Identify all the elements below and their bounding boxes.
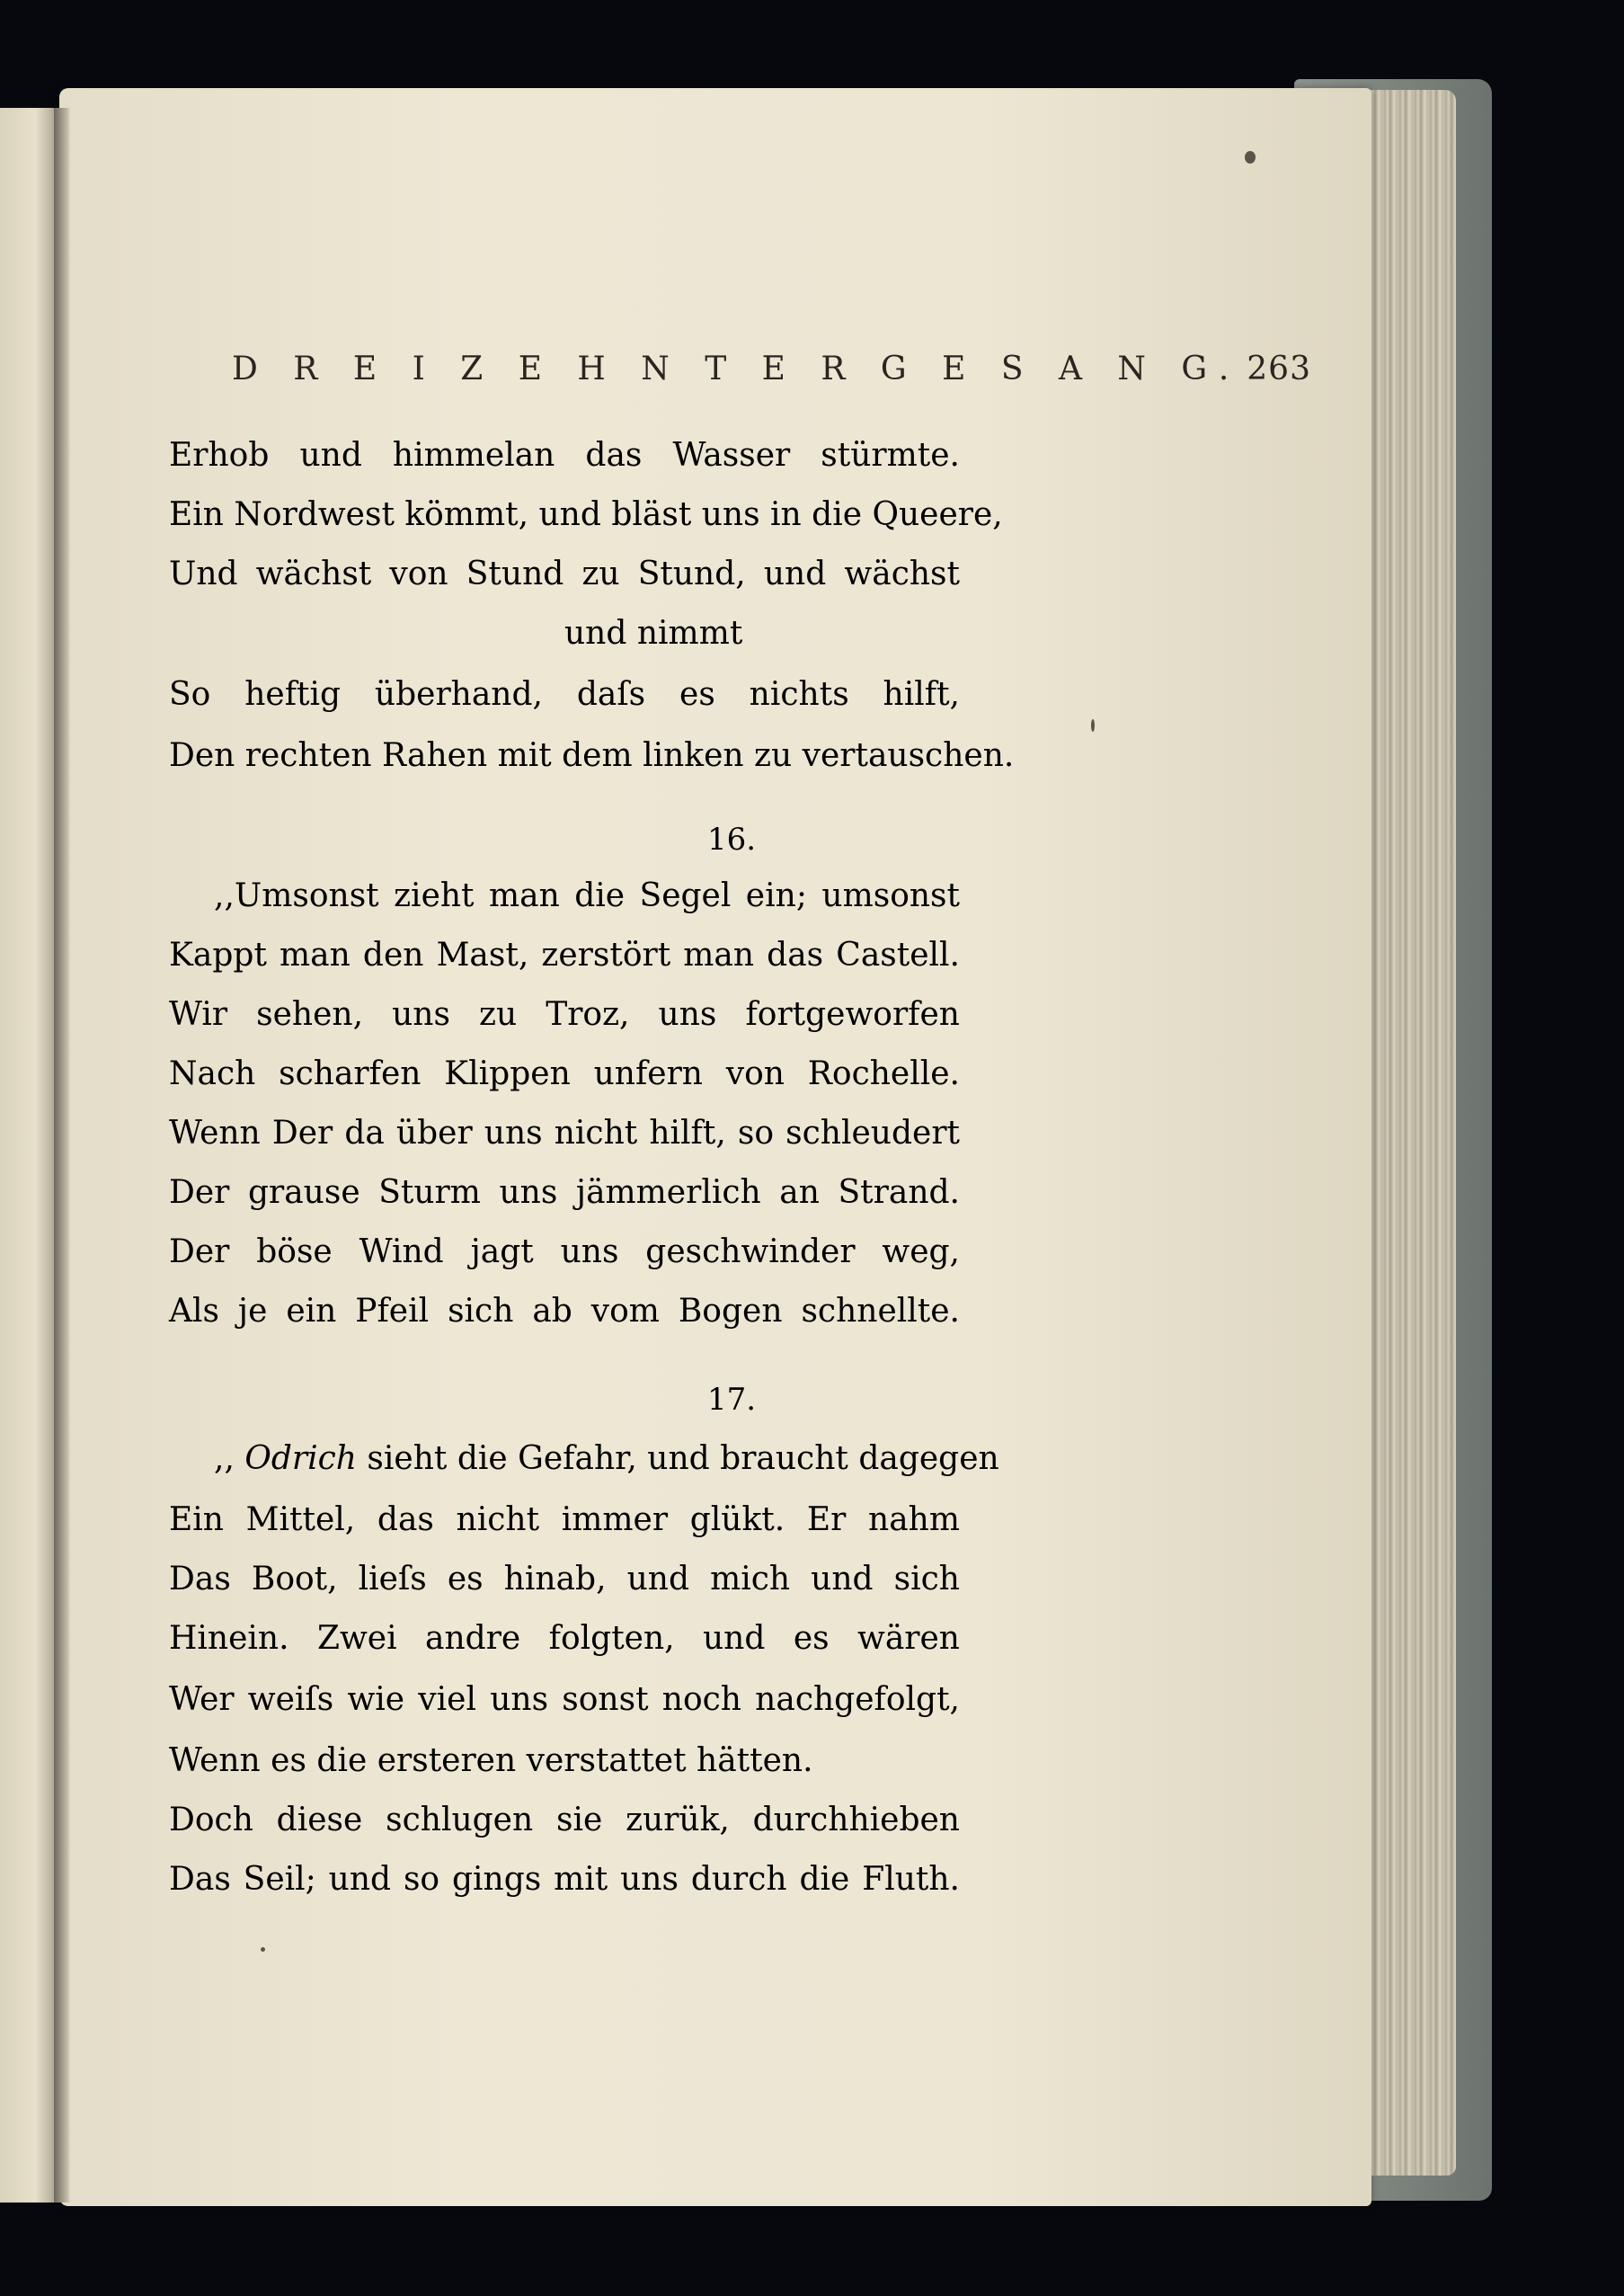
paper-speck — [1245, 151, 1256, 164]
verse-line: Und wächst von Stund zu Stund, und wächst — [169, 556, 960, 592]
verse-line-rest: sieht die Gefahr, und braucht dagegen — [356, 1440, 999, 1477]
book-gutter — [54, 108, 70, 2203]
verse-line: Den rechten Rahen mit dem linken zu vertauschen. — [169, 737, 1015, 774]
verse-line: Kappt man den Mast, zerstört man das Castell. — [169, 937, 960, 974]
verse-line: Der böse Wind jagt uns geschwinder weg, — [169, 1233, 960, 1270]
verse-line: Wer weiſs wie viel uns sonst noch nachgefolgt, — [169, 1681, 960, 1718]
running-head — [232, 351, 1311, 397]
paper-speck — [1091, 719, 1095, 732]
verse-line: Hinein. Zwei andre folgten, und es wären — [169, 1620, 960, 1657]
verse-line: Doch diese schlugen sie zurük, durchhieben — [169, 1802, 960, 1838]
left-page-edge — [0, 108, 59, 2203]
verse-line: Nach scharfen Klippen unfern von Rochelle. — [169, 1055, 960, 1092]
verse-line: Wenn Der da über uns nicht hilft, so schleudert — [169, 1115, 960, 1152]
verse-line: Das Seil; und so gings mit uns durch die Fluth. — [169, 1861, 960, 1898]
verse-line: Ein Nordwest kömmt, und bläst uns in die Queere, — [169, 496, 1003, 533]
verse-line: Wir sehen, uns zu Troz, uns fortgeworfen — [169, 996, 960, 1033]
verse-line: Der grause Sturm uns jämmerlich an Strand. — [169, 1174, 960, 1211]
verse-line: So heftig überhand, daſs es nichts hilft, — [169, 676, 960, 713]
verse-line: ,,Umsonst zieht man die Segel ein; umsonst — [214, 877, 960, 914]
stanza-number: 16. — [706, 822, 757, 858]
verse-line: Als je ein Pfeil sich ab vom Bogen schnellte. — [169, 1293, 960, 1330]
verse-line: Wenn es die ersteren verstattet hätten. — [169, 1742, 813, 1779]
chapter-title: D R E I Z E H N T E R G E S A N G. — [232, 351, 1242, 387]
verse-line-continuation: und nimmt — [564, 615, 743, 652]
paper-speck — [261, 1947, 265, 1952]
verse-line: Erhob und himmelan das Wasser stürmte. — [169, 437, 960, 474]
stanza-number: 17. — [706, 1382, 757, 1418]
verse-line: Das Boot, lieſs es hinab, und mich und sich — [169, 1561, 960, 1597]
page-number: 263 — [1247, 351, 1311, 387]
quote-mark: ,, — [214, 1440, 245, 1477]
character-name: Odrich — [244, 1440, 357, 1477]
verse-line — [214, 1432, 999, 1486]
verse-line: Ein Mittel, das nicht immer glükt. Er nahm — [169, 1501, 960, 1538]
